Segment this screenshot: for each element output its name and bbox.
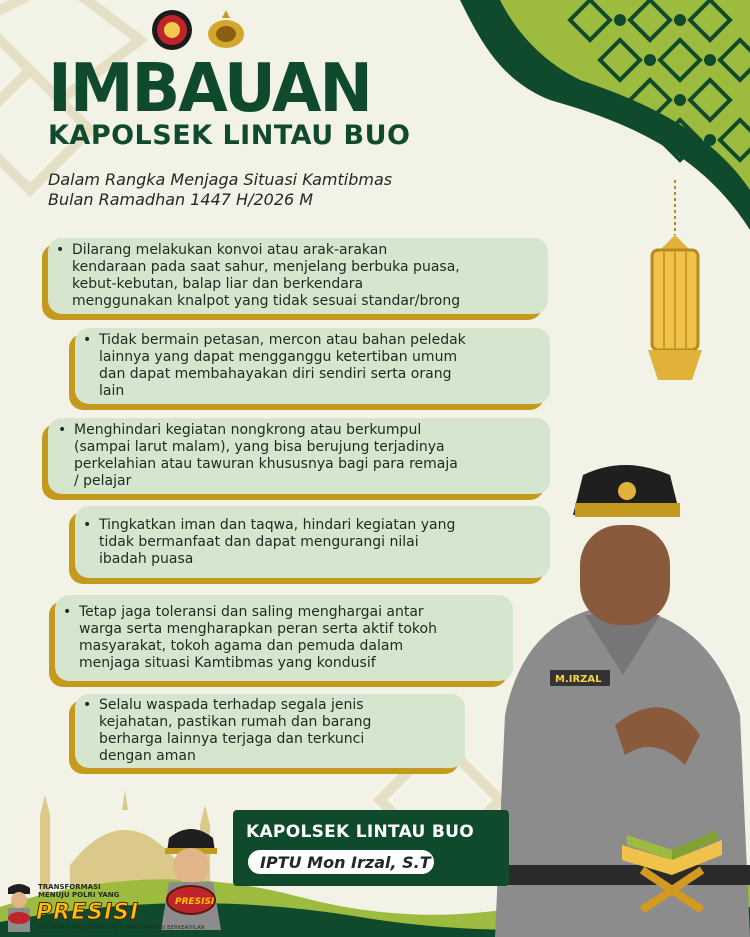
presisi-brand: PRESISI <box>36 900 140 925</box>
small-mascot-icon <box>2 880 36 935</box>
notice-line: tidak bermanfaat dan dapat mengurangi nilai <box>99 533 419 550</box>
notice-line: kejahatan, pastikan rumah dan barang <box>99 714 372 730</box>
notice-line: • Tingkatkan iman dan taqwa, hindari kegiatan yang <box>99 516 456 533</box>
transform-line: MENUJU POLRI YANG <box>38 891 120 899</box>
notice-line: perkelahian atau tawuran khususnya bagi para remaja <box>74 456 458 472</box>
notice-line: ibadah puasa <box>99 550 194 567</box>
police-mascot-icon <box>155 820 227 935</box>
logo-group <box>150 8 248 52</box>
notice-line: (sampai larut malam), yang bisa berujung terjadinya <box>74 439 445 455</box>
intro-line: Bulan Ramadhan 1447 H/2026 M <box>48 190 314 209</box>
notice-line: masyarakat, tokoh agama dan pemuda dalam <box>79 638 404 654</box>
transformasi-label <box>38 883 119 899</box>
notice-card-2 <box>75 328 550 404</box>
notice-card-3 <box>48 418 550 494</box>
notice-line: • Tetap jaga toleransi dan saling menghargai antar <box>79 604 424 620</box>
page-title: IMBAUAN <box>48 50 371 128</box>
mascot-badge-text: PRESISI <box>175 897 215 907</box>
notice-item <box>81 517 455 568</box>
notice-line: dan dapat membahayakan diri sendiri serta orang <box>99 366 452 382</box>
notice-line: / pelajar <box>74 473 132 489</box>
intro-line: Dalam Rangka Menjaga Situasi Kamtibmas <box>48 170 393 189</box>
notice-line: kebut-kebutan, balap liar dan berkendara <box>72 276 364 292</box>
notice-card-6 <box>75 694 465 768</box>
lantern-icon <box>640 180 710 390</box>
presisi-tagline: PREDIKTIF • RESPONSIBILITAS • TRANSPARANSI BERKEADILAN <box>38 925 205 931</box>
notice-line: berharga lainnya terjaga dan terkunci <box>99 731 365 747</box>
officer-name-tag: M.IRZAL <box>555 674 602 685</box>
notice-line: • Menghindari kegiatan nongkrong atau berkumpul <box>74 422 422 438</box>
polri-emblem-icon <box>204 8 248 52</box>
notice-card-5 <box>55 595 513 681</box>
quran-stand-icon <box>612 815 732 915</box>
signature-name: IPTU Mon Irzal, S.T <box>246 848 436 876</box>
notice-line: • Tidak bermain petasan, mercon atau bahan peledak <box>99 332 466 348</box>
propam-logo-icon <box>150 8 194 52</box>
notice-line: kendaraan pada saat sahur, menjelang berbuka puasa, <box>72 259 460 275</box>
transform-line: TRANSFORMASI <box>38 883 101 891</box>
notice-item <box>81 332 466 400</box>
notice-card-1 <box>48 238 548 314</box>
signature-position: KAPOLSEK LINTAU BUO <box>246 822 474 842</box>
notice-item <box>56 422 458 490</box>
notice-line: warga serta mengharapkan peran serta aktif tokoh <box>79 621 437 637</box>
notice-line: lainnya yang dapat mengganggu ketertiban umum <box>99 349 458 365</box>
notice-line: • Selalu waspada terhadap segala jenis <box>99 697 364 713</box>
notice-line: • Dilarang melakukan konvoi atau arak-arakan <box>72 242 388 258</box>
notice-item <box>81 697 371 765</box>
page-subtitle: KAPOLSEK LINTAU BUO <box>48 120 411 151</box>
notice-line: menggunakan knalpot yang tidak sesuai standar/brong <box>72 293 461 309</box>
notice-line: lain <box>99 383 125 399</box>
notice-line: menjaga situasi Kamtibmas yang kondusif <box>79 655 376 671</box>
notice-card-4 <box>75 506 550 578</box>
notice-item <box>54 242 460 310</box>
notice-line: dengan aman <box>99 748 196 764</box>
intro-text <box>48 170 508 210</box>
notice-item <box>61 604 437 672</box>
